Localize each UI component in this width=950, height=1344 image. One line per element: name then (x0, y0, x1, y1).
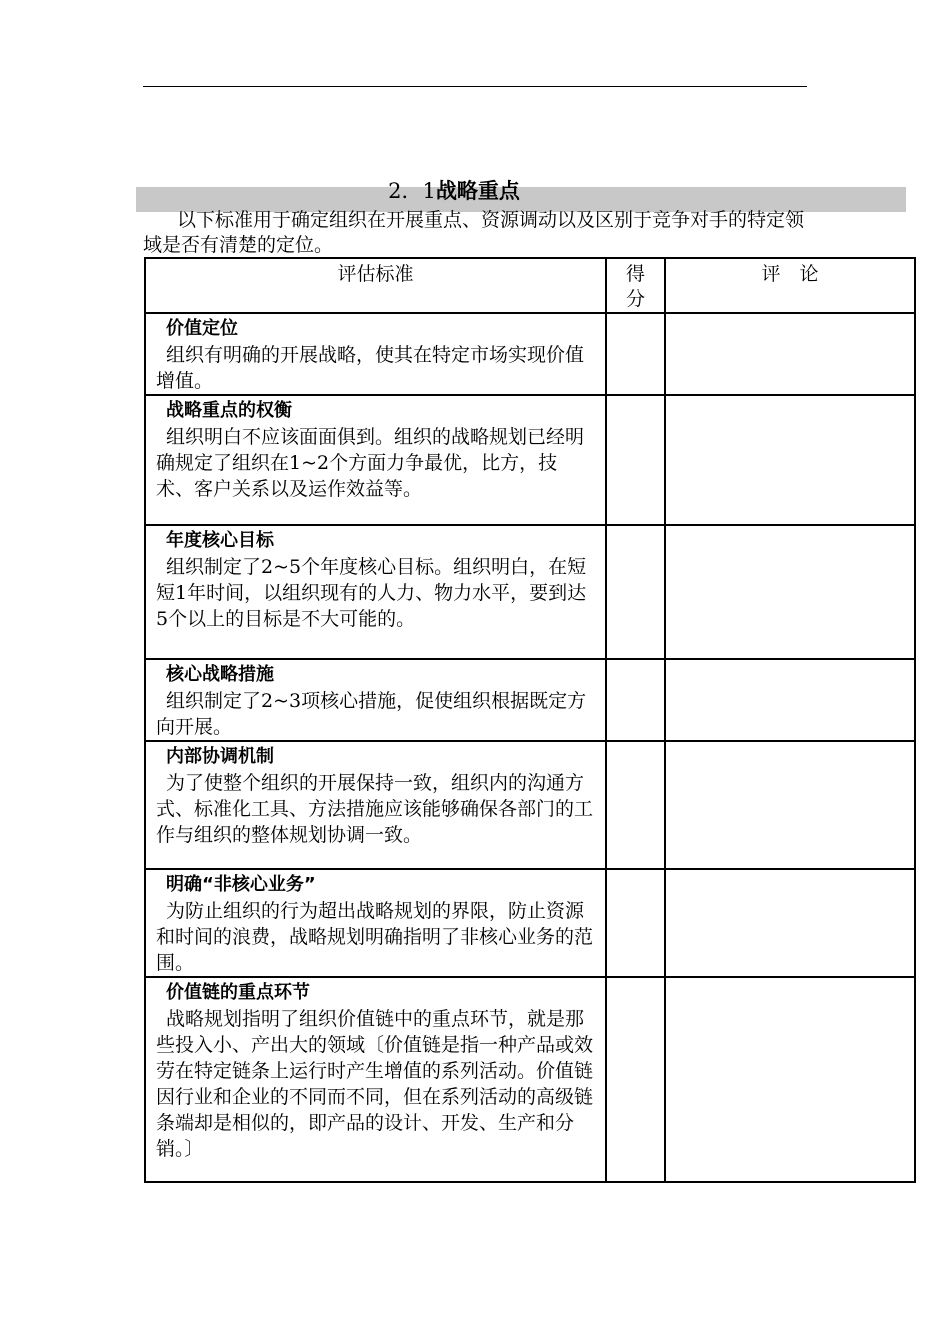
criteria-description: 组织有明确的开展战略，使其在特定市场实现价值增值。 (156, 344, 585, 392)
table-header-row (145, 258, 915, 313)
comment-cell[interactable] (665, 659, 915, 741)
table-row (145, 977, 915, 1182)
section-intro: 以下标准用于确定组织在开展重点、资源调动以及区别于竞争对手的特定领域是否有清楚的定位。 (143, 209, 805, 256)
criteria-title: 明确“非核心业务” (166, 874, 316, 895)
score-header-cell (606, 258, 665, 313)
criteria-cell (145, 525, 606, 659)
section-heading (136, 176, 772, 206)
header-rule (143, 86, 807, 87)
criteria-title: 年度核心目标 (166, 530, 274, 551)
score-cell[interactable] (606, 741, 665, 869)
criteria-title: 价值链的重点环节 (166, 982, 310, 1003)
criteria-cell (145, 741, 606, 869)
criteria-cell (145, 313, 606, 395)
score-cell[interactable] (606, 525, 665, 659)
criteria-title: 战略重点的权衡 (166, 400, 292, 421)
criteria-cell (145, 659, 606, 741)
comment-cell[interactable] (665, 525, 915, 659)
score-header: 得分 (625, 263, 645, 310)
table-row (145, 659, 915, 741)
comment-cell[interactable] (665, 977, 915, 1182)
score-cell[interactable] (606, 869, 665, 977)
criteria-cell (145, 977, 606, 1182)
table-row (145, 525, 915, 659)
criteria-description: 组织制定了2~5个年度核心目标。组织明白，在短短1年时间，以组织现有的人力、物力水平，要到达5个以上的目标是不大可能的。 (156, 556, 587, 630)
criteria-description: 组织明白不应该面面俱到。组织的战略规划已经明确规定了组织在1~2个方面力争最优，比方，技术、客户关系以及运作效益等。 (156, 426, 585, 500)
criteria-description: 为了使整个组织的开展保持一致，组织内的沟通方式、标准化工具、方法措施应该能够确保各部门的工作与组织的整体规划协调一致。 (156, 772, 594, 846)
comment-cell[interactable] (665, 741, 915, 869)
evaluation-table (144, 257, 916, 1183)
criteria-cell (145, 395, 606, 525)
score-cell[interactable] (606, 977, 665, 1182)
criteria-description: 为防止组织的行为超出战略规划的界限，防止资源和时间的浪费，战略规划明确指明了非核心业务的范围。 (156, 900, 594, 974)
table-row (145, 869, 915, 977)
criteria-description: 组织制定了2~3项核心措施，促使组织根据既定方向开展。 (156, 690, 587, 738)
section-title: 战略重点 (435, 179, 520, 203)
table-body (145, 313, 915, 1182)
criteria-header: 评估标准 (145, 258, 606, 313)
criteria-title: 核心战略措施 (166, 664, 274, 685)
table-row (145, 741, 915, 869)
comment-cell[interactable] (665, 869, 915, 977)
score-cell[interactable] (606, 395, 665, 525)
comment-cell[interactable] (665, 395, 915, 525)
criteria-cell (145, 869, 606, 977)
table-row (145, 395, 915, 525)
table-row (145, 313, 915, 395)
criteria-title: 内部协调机制 (166, 746, 274, 767)
section-number: 2．1 (388, 179, 436, 203)
comment-cell[interactable] (665, 313, 915, 395)
criteria-title: 价值定位 (166, 318, 238, 339)
score-cell[interactable] (606, 659, 665, 741)
comment-header: 评 论 (665, 258, 915, 313)
criteria-description: 战略规划指明了组织价值链中的重点环节，就是那些投入小、产出大的领域〔价值链是指一种产品或效劳在特定链条上运行时产生增值的系列活动。价值链因行业和企业的不同而不同，但在系列活动的高级链条端却是相似的，即产品的设计、开发、生产和分销。〕 (156, 1008, 594, 1160)
score-cell[interactable] (606, 313, 665, 395)
